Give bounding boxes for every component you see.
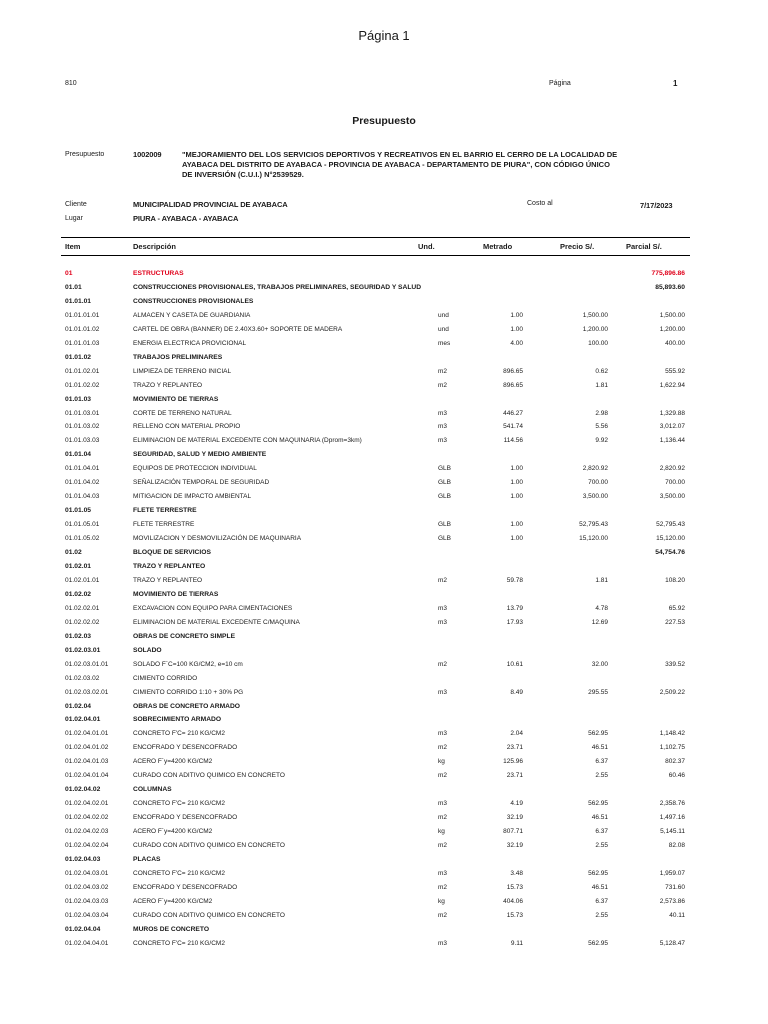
cell-und: und — [438, 311, 449, 319]
table-row — [65, 588, 685, 601]
table-row — [65, 309, 685, 322]
cell-item: 01.02.02.02 — [65, 618, 100, 626]
cell-und: kg — [438, 758, 445, 766]
cell-precio: 2.98 — [595, 409, 608, 417]
cell-precio: 46.51 — [591, 744, 608, 752]
cell-metrado: 446.27 — [503, 409, 523, 417]
cell-desc: ACERO F´y=4200 KG/CM2 — [133, 758, 213, 766]
cell-item: 01.01.02.02 — [65, 381, 100, 389]
cell-desc: CARTEL DE OBRA (BANNER) DE 2.40X3.60+ SOPORTE DE MADERA — [133, 325, 343, 333]
table-row — [65, 295, 685, 308]
cell-precio: 6.37 — [595, 897, 608, 905]
table-row — [65, 448, 685, 461]
cell-item: 01.02.03.01 — [65, 646, 101, 654]
cell-item: 01.01 — [65, 283, 82, 291]
cell-metrado: 1.00 — [510, 521, 523, 529]
table-row — [65, 672, 685, 685]
cell-metrado: 1.00 — [510, 479, 523, 487]
cell-metrado: 32.19 — [506, 841, 523, 849]
cell-precio: 5.56 — [595, 423, 608, 431]
cell-und: m3 — [438, 437, 448, 445]
cell-desc: ALMACEN Y CASETA DE GUARDIANIA — [133, 311, 251, 319]
cell-parcial: 1,148.42 — [659, 730, 685, 738]
cell-und: GLB — [438, 521, 452, 529]
cell-parcial: 2,358.76 — [659, 800, 685, 808]
cell-item: 01.01.03.02 — [65, 423, 100, 431]
cell-item: 01.01.04.01 — [65, 465, 100, 473]
cell-desc: BLOQUE DE SERVICIOS — [133, 549, 211, 556]
cell-metrado: 896.65 — [503, 367, 523, 375]
cell-metrado: 59.78 — [506, 576, 523, 584]
cell-precio: 100.00 — [588, 339, 608, 347]
cell-precio: 2.55 — [595, 911, 608, 919]
cell-desc: CONCRETO F'C= 210 KG/CM2 — [133, 730, 225, 738]
table-row — [65, 462, 685, 475]
cell-desc: ENCOFRADO Y DESENCOFRADO — [133, 744, 238, 752]
cell-item: 01.02.01.01 — [65, 576, 100, 584]
table-row — [65, 700, 685, 713]
cell-desc: CIMIENTO CORRIDO — [133, 674, 198, 682]
table-row — [65, 420, 685, 433]
cell-parcial: 3,500.00 — [659, 493, 685, 501]
cell-metrado: 13.79 — [506, 604, 523, 612]
table-row — [65, 281, 685, 294]
cell-metrado: 125.96 — [503, 758, 523, 766]
cell-metrado: 32.19 — [506, 814, 523, 821]
column-header-unit: Und. — [418, 242, 435, 251]
cell-parcial: 5,145.11 — [660, 828, 685, 835]
cell-desc: CORTE DE TERRENO NATURAL — [133, 409, 232, 417]
cell-und: mes — [438, 339, 451, 347]
cell-desc: ENERGIA ELECTRICA PROVICIONAL — [133, 339, 247, 347]
cell-desc: OBRAS DE CONCRETO ARMADO — [133, 702, 241, 710]
cell-desc: ENCOFRADO Y DESENCOFRADO — [133, 814, 238, 821]
cell-parcial: 1,200.00 — [659, 325, 685, 333]
cell-desc: EQUIPOS DE PROTECCION INDIVIDUAL — [133, 465, 257, 473]
table-row — [65, 393, 685, 406]
cell-desc: SOBRECIMIENTO ARMADO — [133, 716, 222, 724]
cell-precio: 562.95 — [588, 730, 608, 738]
cell-parcial: 5,128.47 — [659, 939, 685, 947]
cell-item: 01.02.04.01.01 — [65, 730, 109, 738]
table-row — [65, 490, 685, 503]
table-row — [65, 379, 685, 392]
cell-item: 01.02.04.03.03 — [65, 897, 109, 905]
table-row — [65, 741, 685, 754]
cell-metrado: 404.06 — [503, 897, 523, 905]
cell-item: 01.01.03.01 — [65, 409, 100, 417]
cell-und: m3 — [438, 423, 448, 431]
cell-parcial: 555.92 — [665, 367, 685, 375]
cell-item: 01 — [65, 270, 73, 277]
cell-precio: 1.81 — [595, 576, 608, 584]
cell-und: m2 — [438, 367, 448, 375]
cell-parcial: 82.08 — [668, 841, 685, 849]
cell-desc: CONSTRUCCIONES PROVISIONALES — [133, 297, 254, 305]
cell-und: GLB — [438, 535, 452, 542]
cell-metrado: 1.00 — [510, 465, 523, 473]
cell-desc: MUROS DE CONCRETO — [133, 925, 210, 933]
document-title: Presupuesto — [352, 115, 416, 127]
cell-precio: 4.78 — [595, 604, 608, 612]
cell-item: 01.02.03 — [65, 632, 92, 640]
cell-item: 01.02.03.02.01 — [65, 688, 109, 696]
cell-und: m3 — [438, 869, 448, 877]
cell-parcial: 400.00 — [665, 339, 685, 347]
cell-und: m2 — [438, 883, 448, 891]
cell-und: und — [438, 325, 449, 333]
cell-item: 01.02.04.02.01 — [65, 800, 109, 808]
cell-item: 01.02.04.02 — [65, 786, 101, 794]
cell-metrado: 1.00 — [510, 311, 523, 319]
presupuesto-label: Presupuesto — [65, 151, 105, 158]
cell-parcial: 60.46 — [668, 772, 685, 780]
cell-metrado: 4.00 — [510, 339, 523, 347]
cell-metrado: 1.00 — [510, 535, 523, 542]
cell-desc: SOLADO — [133, 646, 162, 654]
column-header-precio: Precio S/. — [560, 242, 595, 251]
column-header-description: Descripción — [133, 242, 176, 251]
cell-und: kg — [438, 897, 445, 905]
table-row — [65, 895, 685, 908]
cell-item: 01.02 — [65, 549, 82, 556]
cell-item: 01.02.01 — [65, 563, 92, 570]
cell-precio: 15,120.00 — [579, 535, 608, 542]
table-row — [65, 713, 685, 726]
cell-desc: SEÑALIZACIÓN TEMPORAL DE SEGURIDAD — [133, 479, 270, 487]
table-row — [65, 867, 685, 880]
table-row — [65, 727, 685, 740]
cell-item: 01.01.01 — [65, 297, 92, 305]
table-row — [65, 923, 685, 936]
costo-label: Costo al — [527, 200, 553, 207]
cell-und: m3 — [438, 800, 448, 808]
table-row — [65, 811, 685, 824]
header-page-word: Página — [549, 80, 571, 87]
cell-metrado: 23.71 — [506, 772, 523, 780]
table-row — [65, 825, 685, 838]
cell-parcial: 2,509.22 — [659, 688, 685, 696]
cell-metrado: 2.04 — [510, 730, 523, 738]
cell-desc: ACERO F´y=4200 KG/CM2 — [133, 828, 213, 835]
cell-metrado: 23.71 — [506, 744, 523, 752]
table-header — [61, 237, 690, 256]
table-row — [65, 337, 685, 350]
cell-item: 01.02.04.03.04 — [65, 911, 109, 919]
page-label: Página 1 — [358, 28, 410, 43]
column-header-item: Item — [65, 242, 81, 251]
cell-metrado: 4.19 — [510, 800, 523, 808]
cell-item: 01.01.03 — [65, 395, 92, 403]
cell-und: m2 — [438, 841, 448, 849]
cell-item: 01.02.04.02.02 — [65, 814, 109, 821]
cell-und: m2 — [438, 911, 448, 919]
lugar-label: Lugar — [65, 215, 83, 222]
cell-und: m3 — [438, 409, 448, 417]
table-row — [65, 504, 685, 517]
cell-parcial: 731.60 — [665, 883, 685, 891]
lugar-value: PIURA - AYABACA - AYABACA — [133, 214, 239, 223]
cell-precio: 1,200.00 — [582, 325, 608, 333]
cell-parcial: 1,497.16 — [659, 814, 685, 821]
cell-parcial: 1,959.07 — [659, 869, 685, 877]
cell-und: m2 — [438, 660, 448, 668]
cell-parcial: 108.20 — [665, 576, 685, 584]
table-row — [65, 351, 685, 364]
cell-item: 01.02.03.01.01 — [65, 660, 109, 668]
table-row — [65, 686, 685, 699]
cell-und: GLB — [438, 479, 452, 487]
project-line: AYABACA DEL DISTRITO DE AYABACA - PROVINCIA DE AYABACA - DEPARTAMENTO DE PIURA", CON CÓDIGO ÚNICO — [182, 160, 610, 169]
cell-metrado: 15.73 — [506, 911, 523, 919]
cell-und: m2 — [438, 814, 448, 821]
cell-parcial: 1,622.94 — [659, 381, 685, 389]
table-row — [65, 365, 685, 378]
cell-item: 01.02.04.01.02 — [65, 744, 109, 752]
presupuesto-code: 1002009 — [133, 150, 162, 159]
cell-desc: RELLENO CON MATERIAL PROPIO — [133, 423, 241, 431]
cliente-value: MUNICIPALIDAD PROVINCIAL DE AYABACA — [133, 200, 288, 209]
cell-desc: LIMPIEZA DE TERRENO INICIAL — [133, 367, 232, 375]
table-row — [65, 853, 685, 866]
cell-parcial: 700.00 — [665, 479, 685, 487]
cell-item: 01.01.03.03 — [65, 437, 100, 445]
table-row — [65, 769, 685, 782]
cell-item: 01.01.04.02 — [65, 479, 100, 487]
table-row — [65, 644, 685, 657]
table-row — [65, 839, 685, 852]
cell-desc: MITIGACION DE IMPACTO AMBIENTAL — [133, 493, 252, 501]
cell-parcial: 775,896.86 — [651, 270, 685, 277]
cell-desc: CONSTRUCCIONES PROVISIONALES, TRABAJOS PRELIMINARES, SEGURIDAD Y SALUD — [133, 283, 422, 291]
cell-precio: 562.95 — [588, 939, 608, 947]
cell-item: 01.01.04 — [65, 451, 92, 459]
cell-desc: ELIMINACION DE MATERIAL EXCEDENTE C/MAQUINA — [133, 618, 300, 626]
cell-precio: 6.37 — [595, 758, 608, 766]
cell-desc: TRABAJOS PRELIMINARES — [133, 353, 223, 361]
header-page-number: 1 — [673, 79, 678, 88]
cell-item: 01.01.02 — [65, 353, 92, 361]
cell-metrado: 807.71 — [503, 828, 523, 835]
cell-precio: 46.51 — [591, 814, 608, 821]
cell-precio: 1.81 — [595, 381, 608, 389]
cell-item: 01.01.01.03 — [65, 339, 100, 347]
cell-item: 01.02.04.03.02 — [65, 883, 109, 891]
cell-item: 01.01.02.01 — [65, 367, 100, 375]
table-row — [65, 532, 685, 545]
cell-desc: ESTRUCTURAS — [133, 270, 184, 277]
cell-und: m2 — [438, 744, 448, 752]
header-code: 810 — [65, 80, 77, 87]
cell-metrado: 541.74 — [503, 423, 523, 431]
cell-und: m3 — [438, 730, 448, 738]
cell-desc: ACERO F´y=4200 KG/CM2 — [133, 897, 213, 905]
cell-precio: 562.95 — [588, 800, 608, 808]
cell-precio: 3,500.00 — [582, 493, 608, 501]
cell-und: m2 — [438, 381, 448, 389]
cell-precio: 2,820.92 — [582, 465, 608, 473]
cell-desc: SEGURIDAD, SALUD Y MEDIO AMBIENTE — [133, 451, 267, 459]
cell-parcial: 2,820.92 — [659, 465, 685, 473]
table-row — [65, 267, 685, 280]
table-row — [65, 755, 685, 768]
cell-metrado: 8.49 — [510, 688, 523, 696]
cell-desc: CONCRETO F'C= 210 KG/CM2 — [133, 939, 225, 947]
cell-item: 01.02.04.02.04 — [65, 841, 109, 849]
table-row — [65, 881, 685, 894]
cell-item: 01.02.04.01.03 — [65, 758, 109, 766]
cell-und: m2 — [438, 772, 448, 780]
cell-precio: 1,500.00 — [582, 311, 608, 319]
cell-precio: 46.51 — [591, 883, 608, 891]
table-row — [65, 546, 685, 559]
cell-parcial: 1,500.00 — [659, 311, 685, 319]
cell-parcial: 54,754.76 — [655, 549, 685, 556]
cell-item: 01.02.04.01.04 — [65, 772, 109, 780]
table-row — [65, 574, 685, 587]
project-name — [182, 150, 622, 180]
cell-item: 01.02.04.04 — [65, 925, 101, 933]
cell-item: 01.02.02 — [65, 590, 92, 598]
table-row — [65, 909, 685, 922]
cell-item: 01.02.04 — [65, 702, 92, 710]
cell-item: 01.01.01.01 — [65, 311, 100, 319]
cell-und: m3 — [438, 939, 448, 947]
cell-precio: 9.92 — [595, 437, 608, 445]
project-line: DE INVERSIÓN (C.U.I.) N°2539529. — [182, 170, 304, 179]
cell-desc: MOVIMIENTO DE TIERRAS — [133, 395, 219, 403]
cell-desc: TRAZO Y REPLANTEO — [133, 563, 206, 570]
cell-desc: EXCAVACION CON EQUIPO PARA CIMENTACIONES — [133, 604, 293, 612]
cell-item: 01.01.01.02 — [65, 325, 100, 333]
cell-desc: SOLADO F`C=100 KG/CM2, e=10 cm — [133, 660, 243, 668]
table-row — [65, 518, 685, 531]
cell-metrado: 896.65 — [503, 381, 523, 389]
cell-item: 01.02.04.03 — [65, 855, 101, 863]
table-row — [65, 616, 685, 629]
column-header-parcial: Parcial S/. — [626, 242, 662, 251]
cell-metrado: 1.00 — [510, 325, 523, 333]
project-line: "MEJORAMIENTO DEL LOS SERVICIOS DEPORTIVOS Y RECREATIVOS EN EL BARRIO EL CERRO DE LA LOCALIDAD DE — [182, 150, 618, 159]
cell-desc: ELIMINACION DE MATERIAL EXCEDENTE CON MAQUINARIA (Dprom=3km) — [133, 437, 362, 445]
cell-parcial: 3,012.07 — [659, 423, 685, 431]
cell-parcial: 65.92 — [668, 604, 685, 612]
cliente-label: Cliente — [65, 201, 87, 208]
cell-item: 01.02.02.01 — [65, 604, 100, 612]
cell-parcial: 802.37 — [665, 758, 685, 766]
cell-und: kg — [438, 828, 445, 835]
cell-desc: FLETE TERRESTRE — [133, 521, 195, 529]
table-row — [65, 797, 685, 810]
cell-metrado: 3.48 — [510, 869, 523, 877]
cell-desc: ENCOFRADO Y DESENCOFRADO — [133, 883, 238, 891]
cell-metrado: 10.61 — [506, 660, 523, 668]
cell-item: 01.01.05.02 — [65, 535, 100, 542]
cell-desc: CONCRETO F'C= 210 KG/CM2 — [133, 800, 225, 808]
cell-desc: MOVILIZACION Y DESMOVILIZACIÓN DE MAQUINARIA — [133, 535, 302, 542]
cell-parcial: 339.52 — [665, 660, 685, 668]
cell-metrado: 15.73 — [506, 883, 523, 891]
cell-precio: 32.00 — [591, 660, 608, 668]
table-row — [65, 476, 685, 489]
cell-precio: 2.55 — [595, 772, 608, 780]
cell-desc: CURADO CON ADITIVO QUIMICO EN CONCRETO — [133, 772, 285, 780]
cell-und: m3 — [438, 688, 448, 696]
table-row — [65, 630, 685, 643]
cell-und: m3 — [438, 604, 448, 612]
cell-desc: TRAZO Y REPLANTEO — [133, 381, 203, 389]
cell-item: 01.01.05 — [65, 507, 92, 515]
cell-parcial: 15,120.00 — [656, 535, 685, 542]
cell-parcial: 1,136.44 — [659, 437, 685, 445]
cell-parcial: 52,795.43 — [656, 521, 685, 529]
cell-precio: 562.95 — [588, 869, 608, 877]
cell-und: m2 — [438, 576, 448, 584]
cell-item: 01.02.04.01 — [65, 716, 101, 724]
column-header-metrado: Metrado — [483, 242, 513, 251]
table-row — [65, 937, 685, 950]
cell-desc: CONCRETO F'C= 210 KG/CM2 — [133, 869, 225, 877]
cell-desc: PLACAS — [133, 855, 161, 863]
cell-und: GLB — [438, 493, 452, 501]
cell-precio: 52,795.43 — [579, 521, 608, 529]
cell-desc: COLUMNAS — [133, 786, 172, 794]
cell-metrado: 17.93 — [506, 618, 523, 626]
cell-precio: 2.55 — [595, 841, 608, 849]
table-row — [65, 560, 685, 573]
cell-item: 01.02.04.03.01 — [65, 869, 109, 877]
cell-item: 01.01.04.03 — [65, 493, 100, 501]
costo-date: 7/17/2023 — [640, 201, 673, 210]
cell-precio: 6.37 — [595, 828, 608, 835]
table-row — [65, 407, 685, 420]
cell-desc: FLETE TERRESTRE — [133, 507, 197, 515]
cell-desc: MOVIMIENTO DE TIERRAS — [133, 590, 219, 598]
cell-item: 01.02.03.02 — [65, 674, 100, 682]
cell-precio: 295.55 — [588, 688, 608, 696]
cell-desc: TRAZO Y REPLANTEO — [133, 576, 203, 584]
cell-metrado: 1.00 — [510, 493, 523, 501]
cell-desc: CURADO CON ADITIVO QUIMICO EN CONCRETO — [133, 841, 285, 849]
cell-item: 01.02.04.04.01 — [65, 939, 109, 947]
cell-parcial: 227.53 — [665, 618, 685, 626]
cell-desc: CIMIENTO CORRIDO 1:10 + 30% PG — [133, 688, 244, 696]
cell-parcial: 85,893.60 — [655, 283, 685, 291]
table-row — [65, 602, 685, 615]
cell-parcial: 1,329.88 — [659, 409, 685, 417]
table-row — [65, 323, 685, 336]
table-row — [65, 783, 685, 796]
table-row — [65, 434, 685, 447]
table-row — [65, 658, 685, 671]
cell-item: 01.01.05.01 — [65, 521, 100, 529]
cell-item: 01.02.04.02.03 — [65, 828, 109, 835]
cell-precio: 0.62 — [595, 367, 608, 375]
cell-metrado: 114.56 — [503, 437, 523, 445]
cell-und: m3 — [438, 618, 448, 626]
cell-metrado: 9.11 — [510, 939, 523, 947]
cell-und: GLB — [438, 465, 452, 473]
cell-precio: 700.00 — [588, 479, 608, 487]
cell-parcial: 1,102.75 — [659, 744, 685, 752]
cell-parcial: 2,573.86 — [659, 897, 685, 905]
cell-parcial: 40.11 — [669, 911, 685, 919]
cell-desc: OBRAS DE CONCRETO SIMPLE — [133, 632, 236, 640]
cell-desc: CURADO CON ADITIVO QUIMICO EN CONCRETO — [133, 911, 285, 919]
cell-precio: 12.69 — [591, 618, 608, 626]
